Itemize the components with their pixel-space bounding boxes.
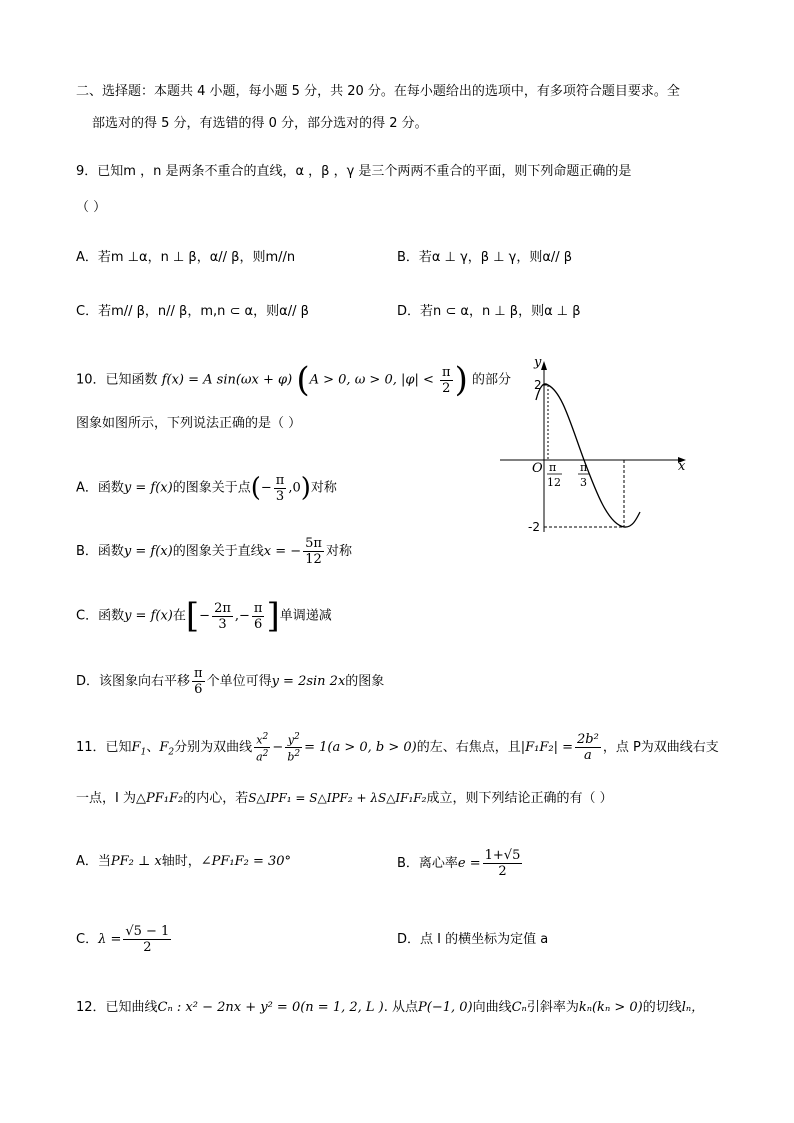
q11-option-c	[76, 922, 173, 958]
q10-c-n2: π	[253, 600, 263, 616]
q11-mid: 分别为双曲线	[174, 740, 253, 755]
q12-ln: lₙ，	[681, 1000, 705, 1015]
q10-c-d1: 3	[218, 616, 227, 632]
q11-area-eq: S△IPF₁ = S△IPF₂ + λS△IF₁F₂	[248, 791, 427, 805]
q10-d-num: π	[194, 666, 203, 681]
q11-f1: $F_1$	[131, 740, 147, 758]
q10-a-pre: A．函数	[76, 480, 124, 496]
q10-number: 10．已知函数	[76, 372, 158, 388]
q10-stem: 10．已知函数 f(x) = A sin(ωx + φ) (A > 0, ω > 0, |φ| < $\frac{\pi}{2}$ ) 的部分	[76, 360, 511, 400]
y-min-label: -2	[528, 520, 540, 534]
q10-option-c: C．函数y = f(x)在[− $\frac{2\pi}{3}$ ,− $\frac{\pi}{6}$ ]单调递减	[76, 596, 332, 636]
q11-frac-den: a	[584, 748, 592, 763]
q11-mid2: 的左、右焦点，且	[416, 740, 521, 755]
q11-b-e: e =	[457, 856, 481, 871]
q10-b-func: y = f(x)	[123, 544, 173, 559]
q10-a-post: 对称	[310, 480, 337, 496]
q11-line2-b: 的内心，若	[183, 791, 249, 806]
q12-mid3: 引斜率为	[526, 1000, 579, 1015]
q10-d-pre: D．该图象向右平移	[76, 674, 191, 689]
q9-answer-paren: （ ）	[76, 200, 107, 215]
q11-stem: 11．已知$F_1$、$F_2$分别为双曲线 $\frac{x^2}{a^2}$ − $\frac{y^2}{b^2}$ = 1(a > 0, b > 0)的左、右焦点，且|F₁F₂| = $\frac{\text{2b²}}{a}$ ，点 P为双曲线右支	[76, 732, 719, 764]
tick1-num: π	[549, 461, 557, 474]
q10-option-d	[76, 664, 384, 700]
q10-d-mid: 个单位可得	[206, 674, 272, 689]
q10-a-num: π	[275, 472, 285, 488]
x-axis-label: x	[678, 459, 686, 474]
q10-c-func: y = f(x)	[124, 608, 173, 624]
q10-option-b	[76, 534, 352, 570]
q11-c-pre: C．	[76, 932, 99, 947]
q11-hyp-tail: = 1(a > 0, b > 0)	[304, 740, 417, 755]
q9-option-a: A．若m ⊥α，n ⊥ β，α// β，则m//n	[76, 250, 296, 265]
q10-b-den: 12	[305, 552, 322, 567]
q11-line2	[76, 788, 613, 809]
q12-slope: kₙ(kₙ > 0)	[578, 1000, 643, 1015]
q10-a-sign: −	[260, 480, 272, 496]
q11-a-math: PF₂ ⊥ x	[110, 854, 162, 869]
q11-line2-a: 一点，I 为	[76, 791, 136, 806]
tick2-den: 3	[580, 476, 587, 489]
q11-b-pre: B．离心率	[397, 856, 458, 871]
q12-mid: . 从点	[383, 1000, 418, 1015]
q10-d-den: 6	[194, 682, 203, 697]
q12-number: 12．已知曲线	[76, 1000, 158, 1015]
q10-c-n1: 2π	[214, 600, 231, 616]
q10-tail: 的部分	[471, 372, 511, 388]
q12-cn: Cₙ	[511, 1000, 527, 1015]
tick1-den: 12	[547, 476, 561, 489]
section-heading-line1: 二、选择题：本题共 4 小题，每小题 5 分，共 20 分。在每小题给出的选项中，有多项符合题目要求。全	[76, 84, 680, 99]
q11-option-a	[76, 852, 291, 872]
q10-condition: A > 0, ω > 0, |φ| <	[309, 372, 434, 388]
q12-mid2: 向曲线	[472, 1000, 512, 1015]
q11-a-math2: ∠PF₁F₂ = 30°	[200, 854, 292, 869]
q10-a-func: y = f(x)	[123, 480, 173, 496]
q11-option-d: D．点 I 的横坐标为定值 a	[397, 932, 549, 947]
q11-tail: ，点 P为双曲线右支	[602, 740, 719, 755]
q11-a-pre: A．当	[76, 854, 111, 869]
q11-number: 11．已知	[76, 740, 132, 755]
q11-b-num: 1+√5	[484, 848, 521, 863]
q12-curve: Cₙ : x² − 2nx + y² = 0(n = 1, 2, L )	[157, 1000, 384, 1015]
y-axis-arrow	[541, 361, 547, 370]
q11-frac-num: 2b²	[577, 732, 599, 747]
q12-tail: 的切线	[642, 1000, 682, 1015]
q11-line2-c: 成立，则下列结论正确的有（ ）	[426, 791, 613, 806]
q10-c-pre: C．函数	[76, 608, 125, 624]
q10-option-a: A．函数y = f(x)的图象关于点(− $\frac{\pi}{3}$ ,0)对称	[76, 472, 337, 504]
y-max-label: 2	[534, 378, 542, 392]
q10-c-d2: 6	[254, 616, 263, 632]
q12-stem	[76, 998, 704, 1018]
q10-b-mid: 的图象关于直线	[172, 544, 264, 559]
q11-c-lambda: λ =	[98, 932, 122, 947]
q12-point: P(−1, 0)	[418, 1000, 473, 1015]
q10-c-mid: 在	[172, 608, 186, 624]
q11-c-num: √5 − 1	[125, 924, 170, 939]
q10-c-s2: ,−	[234, 608, 250, 624]
q10-cond-num: π	[442, 364, 451, 380]
q11-a-mid: 轴时，	[161, 854, 201, 869]
q10-c-post: 单调递减	[279, 608, 332, 624]
q10-sine-graph	[500, 352, 700, 537]
section-heading-line2: 部选对的得 5 分，有选错的得 0 分，部分选对的得 2 分。	[92, 116, 428, 131]
q11-c-den: 2	[143, 940, 152, 955]
q10-b-post: 对称	[325, 544, 352, 559]
q11-f1-letter: F	[131, 740, 141, 755]
q10-line2: 图象如图所示，下列说法正确的是（ ）	[76, 416, 302, 431]
origin-label: O	[532, 461, 543, 476]
q11-abs: |F₁F₂| =	[520, 740, 573, 755]
q11-option-b	[397, 846, 524, 882]
q10-b-num: 5π	[305, 536, 322, 551]
q10-a-mid: 的图象关于点	[172, 480, 251, 496]
y-axis-label: y	[534, 355, 542, 370]
q10-function: f(x) = A sin(ωx + φ)	[161, 372, 293, 388]
tick2-num: π	[580, 461, 588, 474]
q10-d-post: 的图象	[345, 674, 385, 689]
q10-b-pre: B．函数	[76, 544, 124, 559]
q9-stem: 9．已知m ，n 是两条不重合的直线，α ，β ，γ 是三个两两不重合的平面，则下列命题正确的是	[76, 164, 632, 179]
q10-d-func: y = 2sin 2x	[271, 674, 346, 689]
q11-sep: 、	[146, 740, 160, 755]
q10-b-eq: x = −	[263, 544, 302, 559]
q9-option-b: B．若α ⊥ γ，β ⊥ γ，则α// β	[397, 250, 573, 265]
q10-cond-den: 2	[442, 380, 451, 396]
q10-a-den: 3	[275, 488, 285, 504]
q9-option-d: D．若n ⊂ α，n ⊥ β，则α ⊥ β	[397, 304, 581, 319]
q11-f2-letter: F	[159, 740, 169, 755]
q11-b-den: 2	[498, 864, 507, 879]
q10-a-tail: ,0	[288, 480, 301, 496]
q9-option-c: C．若m// β，n// β，m,n ⊂ α，则α// β	[76, 304, 309, 319]
q10-c-s1: −	[199, 608, 211, 624]
q11-triangle: △PF₁F₂	[135, 791, 184, 806]
q11-f2: $F_2$	[159, 740, 175, 758]
